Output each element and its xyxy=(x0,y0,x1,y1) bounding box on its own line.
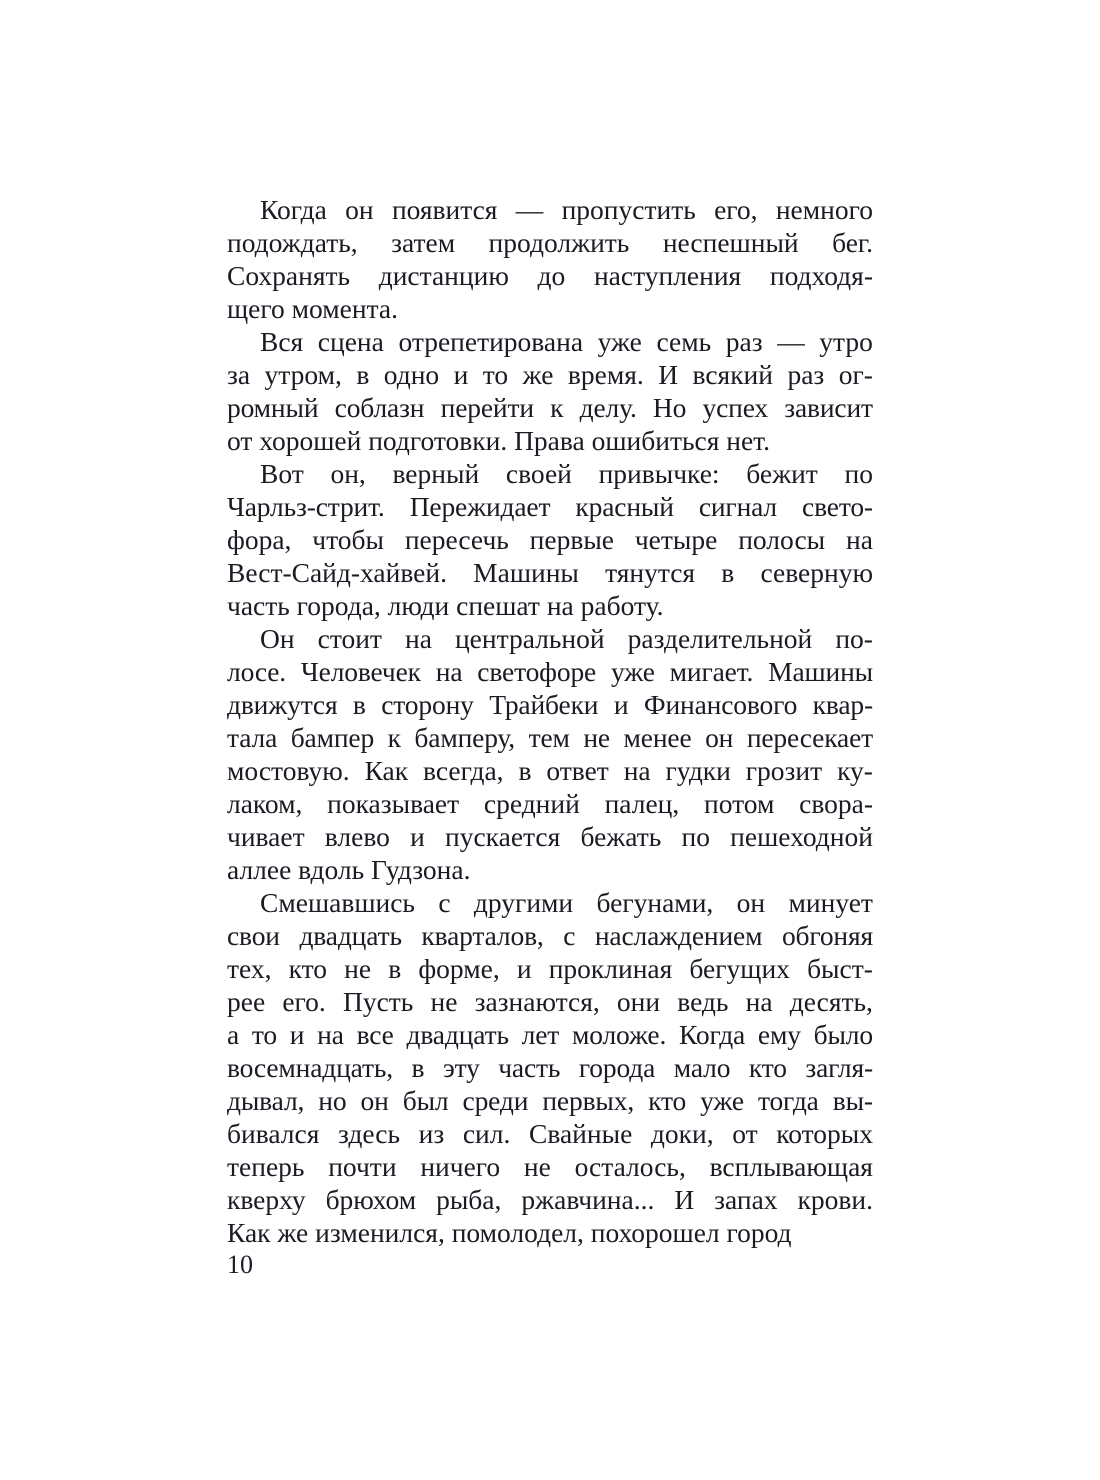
text-line xyxy=(227,985,873,1018)
word: все xyxy=(356,1019,394,1050)
word: бежит xyxy=(746,458,818,489)
word: немного xyxy=(775,194,873,225)
word: фора, xyxy=(227,524,292,555)
word: Когда xyxy=(260,194,327,225)
word: утром, xyxy=(264,359,342,390)
word: раз xyxy=(725,326,763,357)
word: мигает. xyxy=(669,656,754,687)
word: Вот xyxy=(260,458,304,489)
word: менее xyxy=(623,722,692,753)
word: на xyxy=(745,986,773,1017)
word: Вся xyxy=(260,326,304,357)
word: время. xyxy=(567,359,644,390)
word: Пусть xyxy=(342,986,414,1017)
word: ог- xyxy=(838,359,873,390)
text-line xyxy=(227,1117,873,1150)
word: кверху xyxy=(227,1184,306,1215)
word: его, xyxy=(714,194,758,225)
word: первые xyxy=(529,524,614,555)
word: ку- xyxy=(837,755,873,786)
word: Машины xyxy=(768,656,873,687)
word: пересечь xyxy=(404,524,509,555)
word: по- xyxy=(835,623,873,654)
word: И xyxy=(658,359,679,390)
text-line xyxy=(227,1150,873,1183)
word: почти xyxy=(328,1151,397,1182)
word: И xyxy=(674,1184,695,1215)
word: запах xyxy=(714,1184,778,1215)
word: подождать, xyxy=(227,227,358,258)
word: за xyxy=(227,359,251,390)
word: мало xyxy=(673,1052,731,1083)
word: с xyxy=(563,920,576,951)
word: рыба, xyxy=(436,1184,502,1215)
word: быст- xyxy=(807,953,873,984)
text-line xyxy=(227,655,873,688)
word: проклиная xyxy=(548,953,673,984)
text-line xyxy=(227,1018,873,1051)
word: уже xyxy=(700,1085,744,1116)
word: верный xyxy=(392,458,480,489)
word: разделительной xyxy=(627,623,813,654)
word: Трайбеки xyxy=(489,689,599,720)
paragraph xyxy=(227,622,873,886)
word: подходя- xyxy=(769,260,873,291)
paragraph xyxy=(227,325,873,457)
word: бег. xyxy=(832,227,873,258)
word: города xyxy=(578,1052,656,1083)
text-line: от хорошей подготовки. Права ошибиться нет. xyxy=(227,425,770,456)
word: он, xyxy=(330,458,366,489)
word: бамперу, xyxy=(414,722,516,753)
word: кто xyxy=(288,953,328,984)
word: полосы xyxy=(738,524,826,555)
word: неспешный xyxy=(662,227,799,258)
word: всегда, xyxy=(423,755,504,786)
word: лаком, xyxy=(227,788,303,819)
word: другими xyxy=(473,887,574,918)
text-line: часть города, люди спешат на работу. xyxy=(227,590,664,621)
word: ему xyxy=(757,1019,801,1050)
word: пересекает xyxy=(746,722,873,753)
word: пешеходной xyxy=(730,821,873,852)
word: по xyxy=(844,458,873,489)
word: кто xyxy=(648,1085,687,1116)
word: с xyxy=(438,887,451,918)
text-line xyxy=(227,754,873,787)
word: Вест-Сайд-хайвей. xyxy=(227,557,447,588)
word: привычке: xyxy=(598,458,720,489)
text-line xyxy=(227,523,873,556)
word: он xyxy=(705,722,734,753)
word: показывает xyxy=(327,788,460,819)
word: из xyxy=(418,1118,445,1149)
text-line xyxy=(227,952,873,985)
word: мостовую. xyxy=(227,755,350,786)
word: вы- xyxy=(832,1085,873,1116)
text-line: Как же изменился, помолодел, похорошел город xyxy=(227,1217,792,1248)
word: и xyxy=(516,953,532,984)
word: пускается xyxy=(445,821,561,852)
word: на xyxy=(845,524,873,555)
word: затем xyxy=(391,227,456,258)
word: было xyxy=(813,1019,873,1050)
word: свои xyxy=(227,920,280,951)
word: на xyxy=(405,623,432,654)
word: дывал, xyxy=(227,1085,305,1116)
word: то xyxy=(251,1019,277,1050)
word: рее xyxy=(227,986,266,1017)
text-line xyxy=(227,721,873,754)
word: красный xyxy=(575,491,674,522)
word: и xyxy=(453,359,469,390)
word: сил. xyxy=(462,1118,511,1149)
text-line xyxy=(227,622,873,655)
word: сторону xyxy=(381,689,474,720)
text-line xyxy=(227,556,873,589)
word: успех xyxy=(702,392,769,423)
text-line xyxy=(227,457,873,490)
word: осталось, xyxy=(574,1151,686,1182)
word: ржавчина... xyxy=(521,1184,655,1215)
word: четыре xyxy=(634,524,718,555)
word: перейти xyxy=(440,392,534,423)
body-text-column xyxy=(227,193,873,1249)
text-line xyxy=(227,226,873,259)
word: его. xyxy=(282,986,326,1017)
word: тем xyxy=(528,722,570,753)
word: Как xyxy=(364,755,409,786)
text-line xyxy=(227,820,873,853)
word: двадцать xyxy=(299,920,402,951)
word: лет xyxy=(521,1019,560,1050)
word: в xyxy=(352,689,366,720)
text-line xyxy=(227,688,873,721)
word: Человечек xyxy=(300,656,421,687)
word: соблазн xyxy=(334,392,425,423)
paragraph xyxy=(227,457,873,622)
word: утро xyxy=(819,326,873,357)
word: Но xyxy=(652,392,687,423)
word: бегущих xyxy=(689,953,790,984)
word: делу. xyxy=(579,392,637,423)
word: лосе. xyxy=(227,656,287,687)
word: Он xyxy=(260,623,295,654)
word: гудки xyxy=(665,755,731,786)
text-line xyxy=(227,358,873,391)
text-line xyxy=(227,490,873,523)
word: Когда xyxy=(679,1019,746,1050)
word: Чарльз-стрит. xyxy=(227,491,385,522)
word: теперь xyxy=(227,1151,305,1182)
word: не xyxy=(583,722,610,753)
word: дистанцию xyxy=(378,260,509,291)
word: и xyxy=(410,821,425,852)
word: уже xyxy=(597,326,642,357)
word: своей xyxy=(505,458,572,489)
word: и xyxy=(289,1019,305,1050)
page-number: 10 xyxy=(227,1250,253,1279)
word: и xyxy=(613,689,629,720)
word: тех, xyxy=(227,953,272,984)
word: форме, xyxy=(418,953,500,984)
word: всплывающая xyxy=(709,1151,873,1182)
text-line xyxy=(227,259,873,292)
word: здесь xyxy=(337,1118,400,1149)
word: ромный xyxy=(227,392,319,423)
word: бегунами, xyxy=(596,887,714,918)
word: раз xyxy=(787,359,825,390)
word: брюхом xyxy=(325,1184,417,1215)
word: кто xyxy=(748,1052,787,1083)
text-line xyxy=(227,1183,873,1216)
word: ведь xyxy=(677,986,729,1017)
word: но xyxy=(318,1085,347,1116)
word: одно xyxy=(383,359,440,390)
word: крови. xyxy=(797,1184,873,1215)
word: движутся xyxy=(227,689,338,720)
word: средний xyxy=(483,788,580,819)
word: он xyxy=(345,194,374,225)
word: то xyxy=(482,359,509,390)
word: восемнадцать, xyxy=(227,1052,393,1083)
word: десять, xyxy=(789,986,873,1017)
word: он xyxy=(736,887,766,918)
word: палец, xyxy=(604,788,680,819)
word: был xyxy=(402,1085,449,1116)
word: наслаждением xyxy=(594,920,763,951)
paragraph xyxy=(227,886,873,1249)
word: Машины xyxy=(473,557,579,588)
word: же xyxy=(522,359,554,390)
word: центральной xyxy=(454,623,605,654)
word: не xyxy=(430,986,458,1017)
word: моложе. xyxy=(571,1019,667,1050)
word: зависит xyxy=(784,392,873,423)
text-line: аллее вдоль Гудзона. xyxy=(227,854,471,885)
word: Пережидает xyxy=(409,491,551,522)
word: доки, xyxy=(650,1118,714,1149)
word: квар- xyxy=(812,689,873,720)
text-line xyxy=(227,1084,873,1117)
word: отрепетирована xyxy=(398,326,584,357)
text-line xyxy=(227,787,873,820)
word: от xyxy=(732,1118,758,1149)
word: эту xyxy=(442,1052,480,1083)
word: Свайные xyxy=(528,1118,633,1149)
word: в xyxy=(411,1052,425,1083)
word: на xyxy=(623,755,651,786)
text-line xyxy=(227,1051,873,1084)
word: в xyxy=(518,755,532,786)
word: свора- xyxy=(799,788,873,819)
word: в xyxy=(721,557,735,588)
word: — xyxy=(777,326,805,357)
word: тянутся xyxy=(605,557,696,588)
word: первых, xyxy=(542,1085,635,1116)
text-line xyxy=(227,886,873,919)
word: среди xyxy=(462,1085,529,1116)
word: загля- xyxy=(805,1052,873,1083)
text-line: щего момента. xyxy=(227,293,398,324)
word: стоит xyxy=(317,623,382,654)
word: — xyxy=(515,194,544,225)
word: грозит xyxy=(745,755,823,786)
word: семь xyxy=(656,326,712,357)
word: он xyxy=(360,1085,389,1116)
word: чивает xyxy=(227,821,305,852)
word: ничего xyxy=(420,1151,501,1182)
word: бивался xyxy=(227,1118,320,1149)
word: всякий xyxy=(692,359,773,390)
word: до xyxy=(537,260,566,291)
word: продолжить xyxy=(488,227,630,258)
word: чтобы xyxy=(312,524,384,555)
word: тогда xyxy=(757,1085,819,1116)
word: северную xyxy=(760,557,873,588)
word: свето- xyxy=(802,491,873,522)
word: влево xyxy=(324,821,390,852)
text-line xyxy=(227,391,873,424)
word: не xyxy=(523,1151,551,1182)
word: не xyxy=(344,953,372,984)
word: сцена xyxy=(317,326,384,357)
word: на xyxy=(317,1019,344,1050)
word: Смешавшись xyxy=(260,887,415,918)
word: к xyxy=(550,392,564,423)
word: которых xyxy=(776,1118,873,1149)
word: обгоняя xyxy=(781,920,873,951)
word: сигнал xyxy=(698,491,778,522)
word: в xyxy=(388,953,402,984)
paragraph xyxy=(227,193,873,325)
word: бежать xyxy=(580,821,662,852)
word: двадцать xyxy=(406,1019,509,1050)
word: зазнаются, xyxy=(474,986,600,1017)
word: ответ xyxy=(546,755,609,786)
word: к xyxy=(387,722,401,753)
word: светофоре xyxy=(477,656,597,687)
word: появится xyxy=(391,194,498,225)
word: а xyxy=(227,1019,240,1050)
word: потом xyxy=(704,788,775,819)
text-line xyxy=(227,193,873,226)
text-line xyxy=(227,919,873,952)
word: тала xyxy=(227,722,278,753)
text-line xyxy=(227,325,873,358)
word: Сохранять xyxy=(227,260,351,291)
word: пропустить xyxy=(561,194,696,225)
word: кварталов, xyxy=(421,920,544,951)
word: в xyxy=(356,359,370,390)
word: наступления xyxy=(593,260,742,291)
word: уже xyxy=(611,656,655,687)
word: бампер xyxy=(290,722,375,753)
word: Финансового xyxy=(643,689,798,720)
word: часть xyxy=(498,1052,561,1083)
word: на xyxy=(435,656,463,687)
word: по xyxy=(681,821,710,852)
word: минует xyxy=(788,887,873,918)
word: они xyxy=(616,986,661,1017)
